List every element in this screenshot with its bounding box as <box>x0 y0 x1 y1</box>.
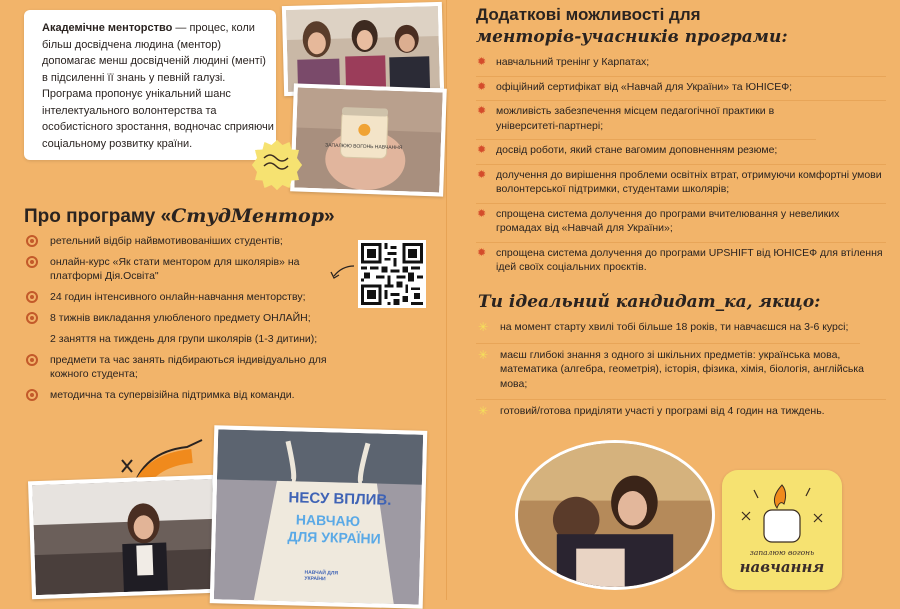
star-icon: ✹ <box>477 207 487 220</box>
program-item <box>26 311 356 325</box>
program-title-prefix: Про програму « <box>24 206 172 227</box>
intro-body: — процес, коли більш досвідчена людина (ментор) допомагає менш досвідченій людині (менті) в підсиленні її знань у певній галузі. Програма пропонує унікальний шанс інтелектуального волонтерства та особистісного зростання, водночас сприяючи соціальному розвитку країни. <box>42 22 274 150</box>
intro-text <box>42 20 274 152</box>
circle-bullet-icon <box>26 354 38 366</box>
program-item-text: онлайн-курс «Як стати ментором для школярів» на платформі Дія.Освіта" <box>50 256 300 282</box>
program-item <box>26 332 356 346</box>
program-item <box>26 234 356 248</box>
candidate-title: Ти ідеальний кандидат_ка, якщо: <box>478 292 821 312</box>
sparkle-icon: ✳ <box>478 320 489 334</box>
program-item-text: методична та супервізійна підтримка від команди. <box>50 389 295 401</box>
opportunity-item-text: можливість забезпечення місцем педагогічної практики в університеті-партнері; <box>496 105 775 132</box>
program-item-text: 2 заняття на тиждень для групи школярів (1-3 дитини); <box>50 333 318 345</box>
star-icon: ✹ <box>477 144 487 156</box>
fire-of-learning-sticker <box>722 470 842 590</box>
intro-bold: Академічне менторство <box>42 22 173 34</box>
opportunity-item-text: спрощена система долучення до програми вчителювання у невеликих громадах від «Навчай для України»; <box>496 207 840 234</box>
opportunity-item-text: долучення до вирішення проблеми освітніх втрат, отримуючи комфортні умови волонтерської підтримки, студентами школярів; <box>496 168 882 195</box>
opportunity-item-text: офіційний сертифікат від «Навчай для України» та ЮНІСЕФ; <box>496 80 793 93</box>
star-icon: ✹ <box>477 80 487 93</box>
program-item <box>26 255 320 283</box>
candidate-item <box>476 404 886 427</box>
squiggle-icon <box>262 152 292 176</box>
program-title-suffix: » <box>323 206 335 227</box>
program-list <box>26 234 356 409</box>
program-item <box>26 353 356 381</box>
photo-tote-bag <box>210 425 428 609</box>
star-icon: ✹ <box>477 56 487 68</box>
program-item <box>26 388 356 402</box>
circle-bullet-icon <box>26 389 38 401</box>
opportunities-list <box>476 52 886 281</box>
opportunity-item-text: навчальний тренінг у Карпатах; <box>496 56 650 68</box>
candidate-item-text: готовий/готова приділяти участі у програмі від 4 годин на тиждень. <box>500 405 825 417</box>
program-item-text: предмети та час занять підбираються індивідуально для кожного студента; <box>50 354 327 380</box>
star-icon: ✹ <box>477 246 487 259</box>
program-item-text: ретельний відбір найвмотивованіших студентів; <box>50 235 283 247</box>
intro-card <box>24 10 276 160</box>
candle-icon <box>722 470 842 550</box>
star-icon: ✹ <box>477 105 487 117</box>
sticker-small-text: запалюю вогонь <box>749 548 815 557</box>
sparkle-icon: ✳ <box>478 404 489 418</box>
program-title-name: СтудМентор <box>171 205 324 227</box>
circle-bullet-icon <box>26 235 38 247</box>
opportunities-title-line2: менторів-учасників програми: <box>476 27 788 47</box>
photo-hug <box>515 440 715 590</box>
program-item-text: 8 тижнів викладання улюбленого предмету ОНЛАЙН; <box>50 312 311 324</box>
photo-mentors-talking <box>282 2 444 96</box>
opportunity-item <box>476 165 886 204</box>
candidate-item-text: на момент старту хвилі тобі більше 18 років, ти навчаєшся на 3-6 курсі; <box>500 321 849 333</box>
bag-line3: ДЛЯ УКРАЇНИ <box>287 528 381 547</box>
qr-code[interactable] <box>358 240 426 308</box>
opportunity-item <box>476 243 886 281</box>
bag-line2: НАВЧАЮ <box>295 511 361 530</box>
candidate-item-text: маєш глибокі знання з одного зі шкільних предметів: українська мова, математика (алгебра, геометрія), історія, фізика, хімія, біологія, англійська мова; <box>500 348 865 390</box>
circle-bullet-icon <box>26 256 38 268</box>
candidate-item <box>476 320 860 344</box>
opportunity-item <box>476 77 886 102</box>
bag-line1: НЕСУ ВПЛИВ. <box>288 489 392 509</box>
photo-speaker <box>28 475 220 599</box>
bag-logo: НАВЧАЙ ДЛЯ УКРАЇНИ <box>304 569 339 583</box>
arrow-icon <box>328 262 356 282</box>
circle-bullet-icon <box>26 291 38 303</box>
opportunities-title-line1: Додаткові можливості для <box>476 5 701 24</box>
photo-candle-jar <box>290 83 447 196</box>
opportunity-item-text: спрощена система долучення до програми UPSHIFT від ЮНІСЕФ для втілення ідей своїх соціальних проєктів. <box>496 246 883 273</box>
opportunity-item <box>476 204 886 243</box>
circle-bullet-icon <box>26 312 38 324</box>
sticker-big-text: навчання <box>739 558 825 576</box>
jar-label: ЗАПАЛЮЮ ВОГОНЬ НАВЧАННЯ <box>325 142 403 152</box>
program-item-text: 24 годин інтенсивного онлайн-навчання менторству; <box>50 291 306 303</box>
candidate-list <box>476 320 886 431</box>
opportunity-item-text: досвід роботи, який стане вагомим доповненням резюме; <box>496 144 778 156</box>
opportunity-item <box>476 140 886 165</box>
star-icon: ✹ <box>477 168 487 181</box>
sparkle-icon: ✳ <box>478 347 489 362</box>
opportunity-item <box>476 52 886 77</box>
opportunities-title <box>476 4 886 48</box>
program-item <box>26 290 356 304</box>
opportunity-item <box>476 101 816 140</box>
program-title <box>24 205 335 228</box>
candidate-item <box>476 348 886 401</box>
